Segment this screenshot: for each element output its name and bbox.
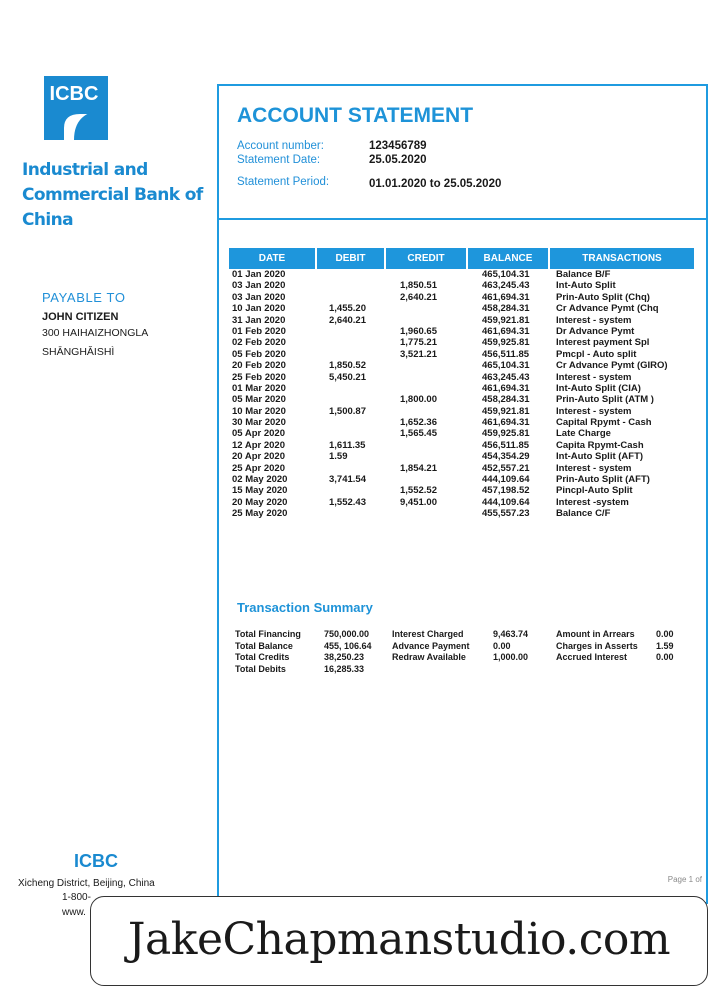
table-row — [229, 360, 694, 371]
table-row — [229, 417, 694, 428]
cell-transaction: Interest payment Spl — [556, 337, 650, 349]
header-debit: DEBIT — [317, 248, 384, 269]
table-row — [229, 508, 694, 519]
cell-balance: 461,694.31 — [482, 291, 530, 303]
cell-transaction: Prin-Auto Split (AFT) — [556, 474, 650, 486]
account-number: 123456789 — [369, 140, 427, 152]
cell-credit: 9,451.00 — [400, 496, 437, 508]
statement-period: 01.01.2020 to 25.05.2020 — [369, 178, 502, 190]
cell-date: 10 Jan 2020 — [232, 303, 286, 315]
cell-balance: 461,694.31 — [482, 382, 530, 394]
cell-credit: 1,552.52 — [400, 485, 437, 497]
payee-name: JOHN CITIZEN — [42, 311, 119, 323]
table-row — [229, 463, 694, 474]
cell-balance: 461,694.31 — [482, 325, 530, 337]
cell-date: 01 Jan 2020 — [232, 269, 286, 280]
header-divider — [219, 218, 706, 220]
cell-date: 10 Mar 2020 — [232, 405, 286, 417]
footer-web: www. — [62, 907, 86, 918]
summary-col1-values: 750,000.00 455, 106.64 38,250.23 16,285.33 — [324, 629, 372, 674]
summary-col3-values: 0.00 1.59 0.00 — [656, 629, 674, 663]
cell-date: 01 Mar 2020 — [232, 382, 286, 394]
table-row — [229, 292, 694, 303]
cell-transaction: Prin-Auto Split (ATM ) — [556, 394, 654, 406]
statement-date-label: Statement Date: — [237, 154, 321, 166]
statement-date: 25.05.2020 — [369, 154, 427, 166]
table-row — [229, 303, 694, 314]
cell-transaction: Interest - system — [556, 405, 632, 417]
cell-balance: 461,694.31 — [482, 417, 530, 429]
cell-transaction: Balance B/F — [556, 269, 611, 280]
cell-credit: 1,652.36 — [400, 417, 437, 429]
bank-name: Industrial and Commercial Bank of China — [22, 160, 203, 230]
cell-date: 02 Feb 2020 — [232, 337, 286, 349]
icbc-logo — [40, 76, 108, 140]
cell-debit: 2,640.21 — [329, 314, 366, 326]
cell-date: 20 Feb 2020 — [232, 360, 286, 372]
cell-transaction: Late Charge — [556, 428, 611, 440]
header-balance: BALANCE — [468, 248, 548, 269]
table-row — [229, 337, 694, 348]
cell-transaction: Int-Auto Split (AFT) — [556, 451, 644, 463]
cell-balance: 456,511.85 — [482, 439, 530, 451]
statement-period-label: Statement Period: — [237, 176, 330, 188]
cell-balance: 458,284.31 — [482, 394, 530, 406]
cell-transaction: Interest - system — [556, 462, 632, 474]
cell-balance: 459,921.81 — [482, 405, 530, 417]
table-row — [229, 315, 694, 326]
cell-transaction: Pincpl-Auto Split — [556, 485, 633, 497]
cell-debit: 1.59 — [329, 451, 348, 463]
header-transactions: TRANSACTIONS — [550, 248, 694, 269]
cell-credit: 2,640.21 — [400, 291, 437, 303]
cell-date: 02 May 2020 — [232, 474, 288, 486]
table-row — [229, 406, 694, 417]
footer-phone: 1-800- — [62, 892, 91, 903]
cell-date: 03 Jan 2020 — [232, 291, 286, 303]
cell-credit: 1,850.51 — [400, 280, 437, 292]
transactions-table-header — [229, 248, 694, 269]
table-row — [229, 326, 694, 337]
summary-col2-values: 9,463.74 0.00 1,000.00 — [493, 629, 529, 663]
table-row — [229, 394, 694, 405]
summary-title: Transaction Summary — [237, 600, 373, 615]
table-row — [229, 280, 694, 291]
cell-transaction: Dr Advance Pymt — [556, 325, 635, 337]
cell-credit: 1,854.21 — [400, 462, 437, 474]
payee-address-line: SHĀNGHǍISHÌ — [42, 346, 115, 358]
cell-debit: 1,611.35 — [329, 439, 366, 451]
cell-balance: 452,557.21 — [482, 462, 530, 474]
cell-balance: 444,109.64 — [482, 496, 530, 508]
watermark-banner: JakeChapmanstudio.com — [90, 896, 708, 986]
cell-date: 03 Jan 2020 — [232, 280, 286, 292]
statement-frame — [217, 84, 708, 904]
transactions-table-body — [229, 269, 694, 520]
cell-transaction: Pmcpl - Auto split — [556, 348, 637, 360]
cell-credit: 3,521.21 — [400, 348, 437, 360]
cell-balance: 459,925.81 — [482, 428, 530, 440]
cell-credit: 1,800.00 — [400, 394, 437, 406]
cell-date: 05 Apr 2020 — [232, 428, 285, 440]
cell-debit: 1,455.20 — [329, 303, 366, 315]
cell-date: 25 Feb 2020 — [232, 371, 286, 383]
cell-debit: 1,500.87 — [329, 405, 366, 417]
table-row — [229, 428, 694, 439]
header-credit: CREDIT — [386, 248, 466, 269]
cell-balance: 455,557.23 — [482, 508, 530, 520]
cell-date: 01 Feb 2020 — [232, 325, 286, 337]
cell-date: 05 Feb 2020 — [232, 348, 286, 360]
table-row — [229, 474, 694, 485]
table-row — [229, 497, 694, 508]
cell-transaction: Int-Auto Split — [556, 280, 616, 292]
cell-balance: 463,245.43 — [482, 280, 530, 292]
cell-transaction: Interest - system — [556, 371, 632, 383]
cell-date: 05 Mar 2020 — [232, 394, 286, 406]
cell-transaction: Capita Rpymt-Cash — [556, 439, 644, 451]
cell-transaction: Cr Advance Pymt (Chq — [556, 303, 659, 315]
cell-date: 15 May 2020 — [232, 485, 288, 497]
document-title: ACCOUNT STATEMENT — [237, 104, 474, 127]
cell-debit: 5,450.21 — [329, 371, 366, 383]
cell-balance: 444,109.64 — [482, 474, 530, 486]
summary-col2-labels: Interest Charged Advance Payment Redraw Available — [392, 629, 470, 663]
cell-date: 25 Apr 2020 — [232, 462, 285, 474]
table-row — [229, 440, 694, 451]
footer-address: Xicheng District, Beijing, China — [18, 878, 155, 889]
cell-credit: 1,960.65 — [400, 325, 437, 337]
table-row — [229, 349, 694, 360]
table-row — [229, 451, 694, 462]
cell-balance: 459,921.81 — [482, 314, 530, 326]
logo-text: ICBC — [49, 83, 99, 105]
cell-date: 30 Mar 2020 — [232, 417, 286, 429]
cell-balance: 465,104.31 — [482, 269, 530, 280]
cell-transaction: Capital Rpymt - Cash — [556, 417, 652, 429]
payable-to-heading: PAYABLE TO — [42, 290, 126, 305]
cell-balance: 465,104.31 — [482, 360, 530, 372]
cell-balance: 457,198.52 — [482, 485, 530, 497]
footer-brand: ICBC — [74, 851, 118, 871]
cell-transaction: Cr Advance Pymt (GIRO) — [556, 360, 668, 372]
cell-transaction: Prin-Auto Split (Chq) — [556, 291, 650, 303]
cell-debit: 3,741.54 — [329, 474, 366, 486]
page-number: Page 1 of — [667, 875, 702, 884]
summary-col3-labels: Amount in Arrears Charges in Asserts Accrued Interest — [556, 629, 638, 663]
cell-transaction: Interest -system — [556, 496, 629, 508]
account-number-label: Account number: — [237, 140, 324, 152]
cell-transaction: Interest - system — [556, 314, 632, 326]
cell-balance: 454,354.29 — [482, 451, 530, 463]
cell-balance: 463,245.43 — [482, 371, 530, 383]
cell-balance: 458,284.31 — [482, 303, 530, 315]
table-row — [229, 269, 694, 280]
payee-address-line: 300 HAIHAIZHONGLA — [42, 327, 149, 339]
cell-date: 20 May 2020 — [232, 496, 288, 508]
cell-debit: 1,850.52 — [329, 360, 366, 372]
cell-balance: 459,925.81 — [482, 337, 530, 349]
cell-credit: 1,775.21 — [400, 337, 437, 349]
cell-transaction: Int-Auto Split (CIA) — [556, 382, 641, 394]
table-row — [229, 383, 694, 394]
cell-date: 20 Apr 2020 — [232, 451, 285, 463]
cell-date: 12 Apr 2020 — [232, 439, 285, 451]
cell-credit: 1,565.45 — [400, 428, 437, 440]
summary-col1-labels: Total Financing Total Balance Total Credits Total Debits — [235, 629, 301, 674]
cell-balance: 456,511.85 — [482, 348, 530, 360]
table-row — [229, 485, 694, 496]
cell-debit: 1,552.43 — [329, 496, 366, 508]
cell-date: 31 Jan 2020 — [232, 314, 286, 326]
cell-transaction: Balance C/F — [556, 508, 611, 520]
header-date: DATE — [229, 248, 315, 269]
table-row — [229, 372, 694, 383]
cell-date: 25 May 2020 — [232, 508, 288, 520]
